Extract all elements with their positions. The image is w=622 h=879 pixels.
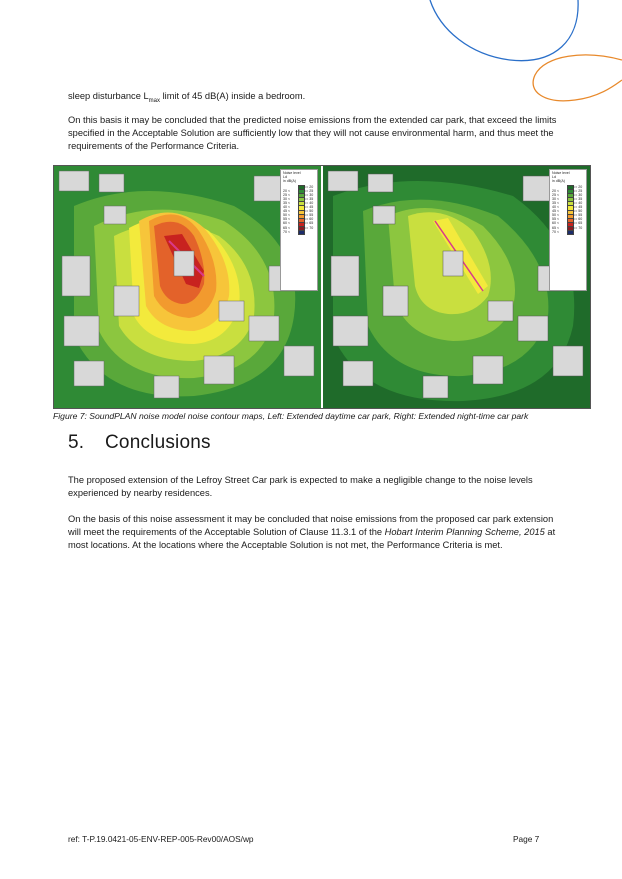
- conclusions-line: On the basis of this noise assessment it may be concluded that noise emissions from the proposed car park extension: [68, 514, 554, 524]
- legend-from: 30 <: [552, 196, 560, 201]
- legend-from: 65 <: [552, 225, 560, 230]
- para1-text: sleep disturbance L: [68, 91, 149, 101]
- legend-rows: [550, 185, 586, 234]
- orange-curve: [533, 55, 622, 101]
- legend-to: <= 65: [573, 221, 583, 226]
- legend-from: 65 <: [283, 225, 291, 230]
- legend-row: [550, 230, 586, 234]
- planning-scheme-title: Hobart Interim Planning Scheme, 2015: [384, 527, 545, 538]
- daytime-noise-map: [54, 166, 321, 408]
- paragraph-sleep-disturbance: [68, 90, 305, 108]
- legend-title: Noise level: [552, 171, 570, 175]
- page-number: Page 7: [513, 834, 540, 844]
- legend-to: <= 35: [304, 196, 314, 201]
- section-number: 5.: [68, 432, 85, 453]
- legend-to: <= 50: [304, 209, 314, 214]
- legend-from: 35 <: [552, 200, 560, 205]
- legend-from: 20 <: [552, 188, 560, 193]
- legend-to: <= 40: [304, 200, 314, 205]
- noise-contour-figure: [53, 165, 591, 409]
- para1-text-rest: limit of 45 dB(A) inside a bedroom.: [159, 91, 306, 101]
- legend-from: 25 <: [283, 192, 291, 197]
- legend-from: 60 <: [552, 221, 560, 226]
- legend-to: <= 60: [573, 217, 583, 222]
- legend-subtitle: Ld: [552, 175, 556, 180]
- legend-from: 55 <: [283, 217, 291, 222]
- para2-line: specified in the Acceptable Solution are sufficiently low that they will not cause environmental harm, and thus meet the: [68, 128, 554, 139]
- legend-to: <= 65: [304, 221, 314, 226]
- legend-to: <= 40: [573, 200, 583, 205]
- lmax-subscript: max: [148, 97, 160, 104]
- conclusions-line: [68, 526, 578, 539]
- footer-reference: ref: T-P.19.0421-05-ENV-REP-005-Rev00/AOS/wp: [68, 834, 254, 844]
- legend-from: 70 <: [552, 229, 560, 234]
- legend-to: <= 25: [304, 188, 314, 193]
- legend-to: <= 70: [304, 225, 314, 230]
- legend-subtitle: Ld: [283, 175, 287, 180]
- legend-from: 40 <: [283, 205, 291, 210]
- para2-line: On this basis it may be concluded that the predicted noise emissions from the extended car park, that exceed the limits: [68, 115, 557, 125]
- legend-to: <= 20: [573, 184, 583, 189]
- legend-from: 70 <: [283, 229, 291, 234]
- legend-to: <= 35: [573, 196, 583, 201]
- clause-text-end: at: [544, 527, 556, 538]
- nighttime-noise-map: [323, 166, 590, 408]
- para2-line: requirements of the Performance Criteria.: [68, 141, 240, 152]
- legend-from: 40 <: [552, 205, 560, 210]
- legend-rows: [281, 185, 317, 234]
- legend-to: <= 60: [304, 217, 314, 222]
- legend-to: <= 20: [304, 184, 314, 189]
- legend-to: <= 25: [573, 188, 583, 193]
- legend-to: <= 55: [573, 213, 583, 218]
- section-heading: [68, 432, 211, 454]
- legend-from: 50 <: [283, 213, 291, 218]
- legend-to: <= 45: [304, 205, 314, 210]
- figure-caption: Figure 7: SoundPLAN noise model noise contour maps, Left: Extended daytime car park, Right: Extended night-time car park: [53, 411, 529, 421]
- legend-from: 50 <: [552, 213, 560, 218]
- legend-unit: in dB(A): [283, 179, 296, 184]
- legend-to: <= 30: [304, 192, 314, 197]
- legend-from: 60 <: [283, 221, 291, 226]
- daytime-legend: [280, 169, 318, 291]
- legend-row: [281, 230, 317, 234]
- blue-curve: [430, 0, 578, 61]
- conclusions-line: The proposed extension of the Lefroy Street Car park is expected to make a negligible change to the noise levels: [68, 475, 533, 485]
- conclusions-line: experienced by nearby residences.: [68, 488, 213, 499]
- legend-from: 25 <: [552, 192, 560, 197]
- legend-swatch: [298, 230, 305, 235]
- legend-unit: in dB(A): [552, 179, 565, 184]
- section-title: Conclusions: [105, 432, 211, 453]
- legend-from: 45 <: [283, 209, 291, 214]
- legend-from: 20 <: [283, 188, 291, 193]
- legend-swatch: [567, 230, 574, 235]
- legend-from: 30 <: [283, 196, 291, 201]
- conclusions-paragraph-2: [68, 513, 578, 553]
- legend-title: Noise level: [283, 171, 301, 175]
- legend-to: <= 30: [573, 192, 583, 197]
- clause-text: will meet the requirements of the Acceptable Solution of Clause 11.3.1 of the: [68, 527, 385, 538]
- paragraph-conclusion-emissions: [68, 114, 568, 154]
- legend-from: 45 <: [552, 209, 560, 214]
- legend-to: <= 45: [573, 205, 583, 210]
- legend-to: <= 55: [304, 213, 314, 218]
- legend-from: 35 <: [283, 200, 291, 205]
- conclusions-paragraph-1: [68, 474, 568, 500]
- conclusions-line: most locations. At the locations where the Acceptable Solution is not met, the Performance Criteria is met.: [68, 540, 503, 551]
- legend-to: <= 70: [573, 225, 583, 230]
- nighttime-legend: [549, 169, 587, 291]
- legend-to: <= 50: [573, 209, 583, 214]
- legend-from: 55 <: [552, 217, 560, 222]
